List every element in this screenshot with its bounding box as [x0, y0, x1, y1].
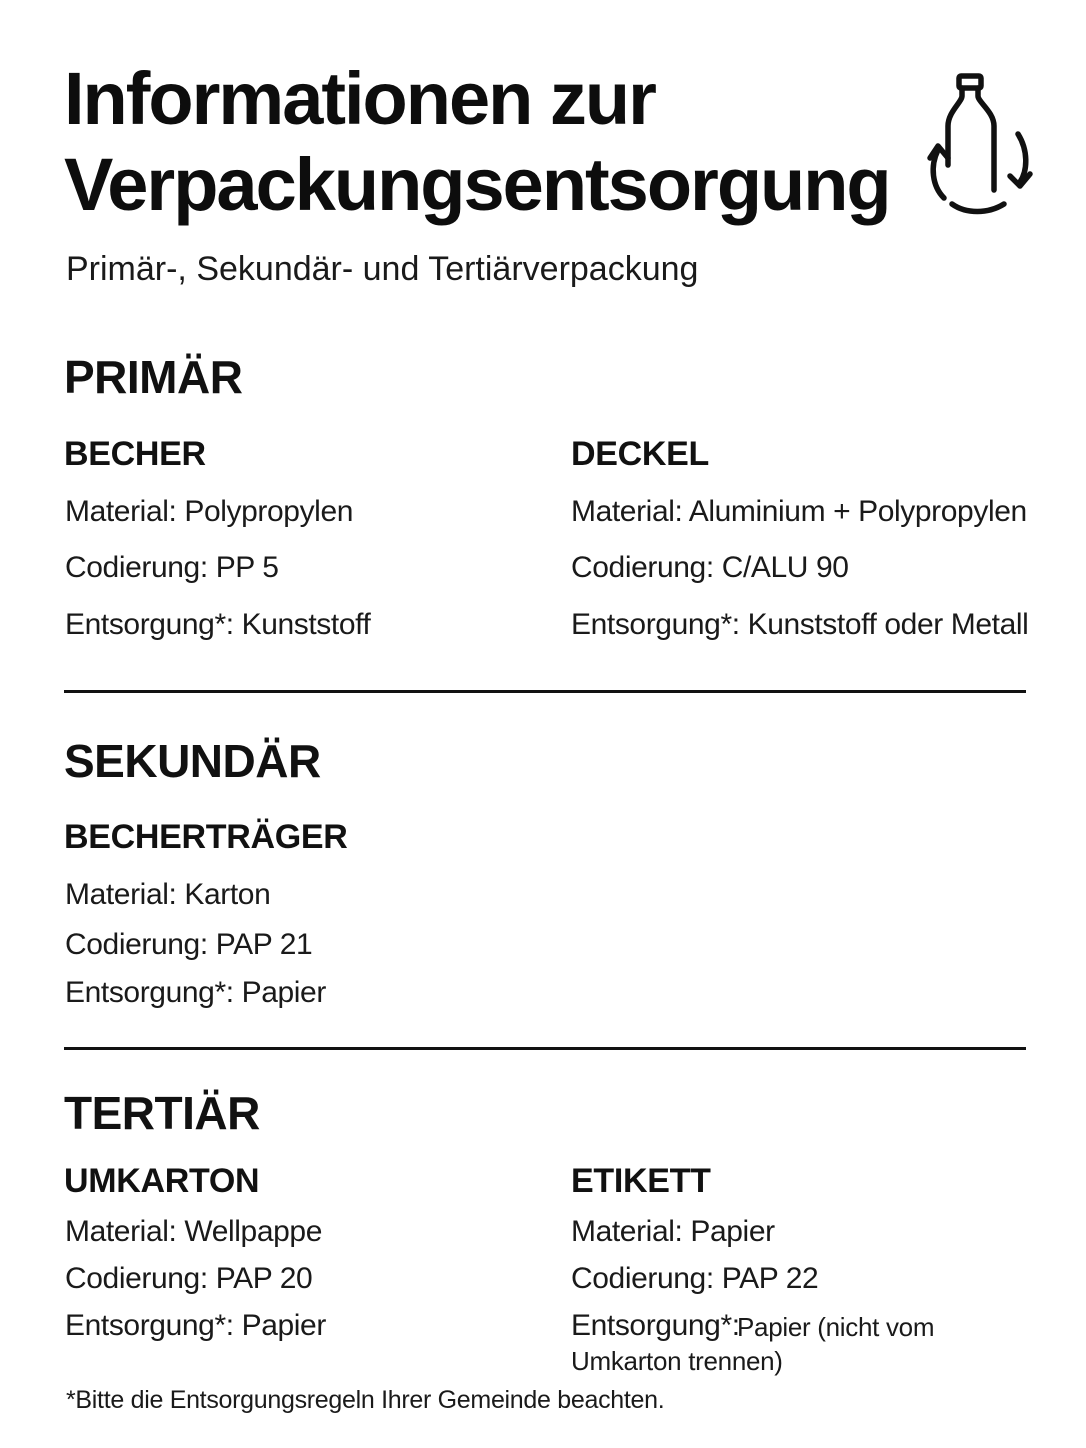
- footnote: *Bitte die Entsorgungsregeln Ihrer Gemeinde beachten.: [66, 1386, 665, 1414]
- etikett-codierung: Codierung: PAP 22: [571, 1262, 819, 1295]
- section-title-sekundaer: SEKUNDÄR: [64, 735, 321, 787]
- page-title: [64, 56, 890, 228]
- recycle-bottle-icon: [918, 70, 1038, 220]
- section-title-tertiaer: TERTIÄR: [64, 1087, 260, 1139]
- etikett-entsorgung-label: Entsorgung*:: [571, 1309, 740, 1342]
- item-title-etikett: ETIKETT: [571, 1162, 711, 1200]
- bechertraeger-material: Material: Karton: [65, 878, 271, 911]
- becher-entsorgung: Entsorgung*: Kunststoff: [65, 608, 371, 641]
- section-title-primaer: PRIMÄR: [64, 351, 243, 403]
- item-title-bechertraeger: BECHERTRÄGER: [64, 818, 348, 856]
- umkarton-material: Material: Wellpappe: [65, 1215, 322, 1248]
- divider-2: [64, 1047, 1026, 1050]
- becher-material: Material: Polypropylen: [65, 495, 354, 528]
- umkarton-codierung: Codierung: PAP 20: [65, 1262, 313, 1295]
- umkarton-entsorgung: Entsorgung*: Papier: [65, 1309, 326, 1342]
- item-title-deckel: DECKEL: [571, 435, 709, 473]
- deckel-entsorgung: Entsorgung*: Kunststoff oder Metall: [571, 608, 1029, 641]
- deckel-codierung: Codierung: C/ALU 90: [571, 551, 849, 584]
- bechertraeger-codierung: Codierung: PAP 21: [65, 928, 313, 961]
- etikett-material: Material: Papier: [571, 1215, 775, 1248]
- deckel-material: Material: Aluminium + Polypropylen: [571, 495, 1027, 528]
- page-subtitle: Primär-, Sekundär- und Tertiärverpackung: [66, 250, 699, 288]
- title-line-1: Informationen zur: [64, 57, 655, 140]
- item-title-becher: BECHER: [64, 435, 206, 473]
- becher-codierung: Codierung: PP 5: [65, 551, 279, 584]
- etikett-entsorgung-value: Papier (nicht vom Umkarton trennen): [571, 1312, 935, 1376]
- bechertraeger-entsorgung: Entsorgung*: Papier: [65, 976, 326, 1009]
- item-title-umkarton: UMKARTON: [64, 1162, 260, 1200]
- divider-1: [64, 690, 1026, 693]
- title-line-2: Verpackungsentsorgung: [64, 143, 890, 226]
